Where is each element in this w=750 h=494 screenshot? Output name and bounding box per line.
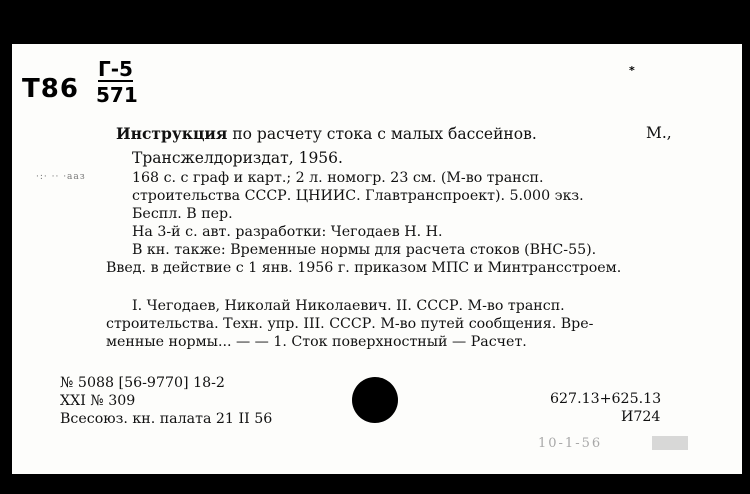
- tracing-line: менные нормы... — — 1. Сток поверхностный — Расчет.: [106, 334, 527, 350]
- udc-index: 627.13+625.13: [550, 391, 662, 407]
- desc-line: 168 с. с граф и карт.; 2 л. номогр. 23 см. (М-во трансп.: [132, 170, 544, 186]
- footer-left-line: Всесоюз. кн. палата 21 II 56: [60, 411, 273, 427]
- title-line: [116, 124, 537, 143]
- publisher: Трансжелдориздат, 1956.: [132, 149, 343, 167]
- tracing-line: I. Чегодаев, Николай Николаевич. II. СССР. М-во трансп.: [132, 298, 565, 314]
- publication-place: М.,: [646, 124, 672, 142]
- desc-line: На 3-й с. авт. разработки: Чегодаев Н. Н.: [132, 224, 443, 240]
- desc-line: строительства СССР. ЦНИИС. Главтранспроект). 5.000 экз.: [132, 188, 584, 204]
- faded-mark: [652, 436, 688, 450]
- author-mark: И724: [621, 409, 661, 425]
- title-rest: по расчету стока с малых бассейнов.: [227, 125, 537, 143]
- desc-line: Беспл. В пер.: [132, 206, 233, 222]
- faded-stamp: 10-1-56: [538, 436, 603, 451]
- faint-note: ·:· ·· ·ааз: [36, 172, 86, 182]
- desc-line: Введ. в действие с 1 янв. 1956 г. приказом МПС и Минтрансстроем.: [106, 260, 622, 276]
- shelfmark-bottom: 571: [96, 83, 138, 107]
- catalog-card: [12, 44, 742, 474]
- title-bold: Инструкция: [116, 124, 228, 143]
- footer-left-line: № 5088 [56-9770] 18-2: [60, 375, 225, 391]
- corner-mark: *: [629, 64, 635, 77]
- desc-line: В кн. также: Временные нормы для расчета стоков (ВНС-55).: [132, 242, 597, 258]
- footer-left-line: XXI № 309: [60, 393, 136, 409]
- punch-hole: [352, 377, 398, 423]
- shelfmark-main: Т86: [22, 74, 79, 104]
- shelfmark-top: Г-5: [98, 57, 133, 81]
- tracing-line: строительства. Техн. упр. III. СССР. М-во путей сообщения. Вре-: [106, 316, 594, 332]
